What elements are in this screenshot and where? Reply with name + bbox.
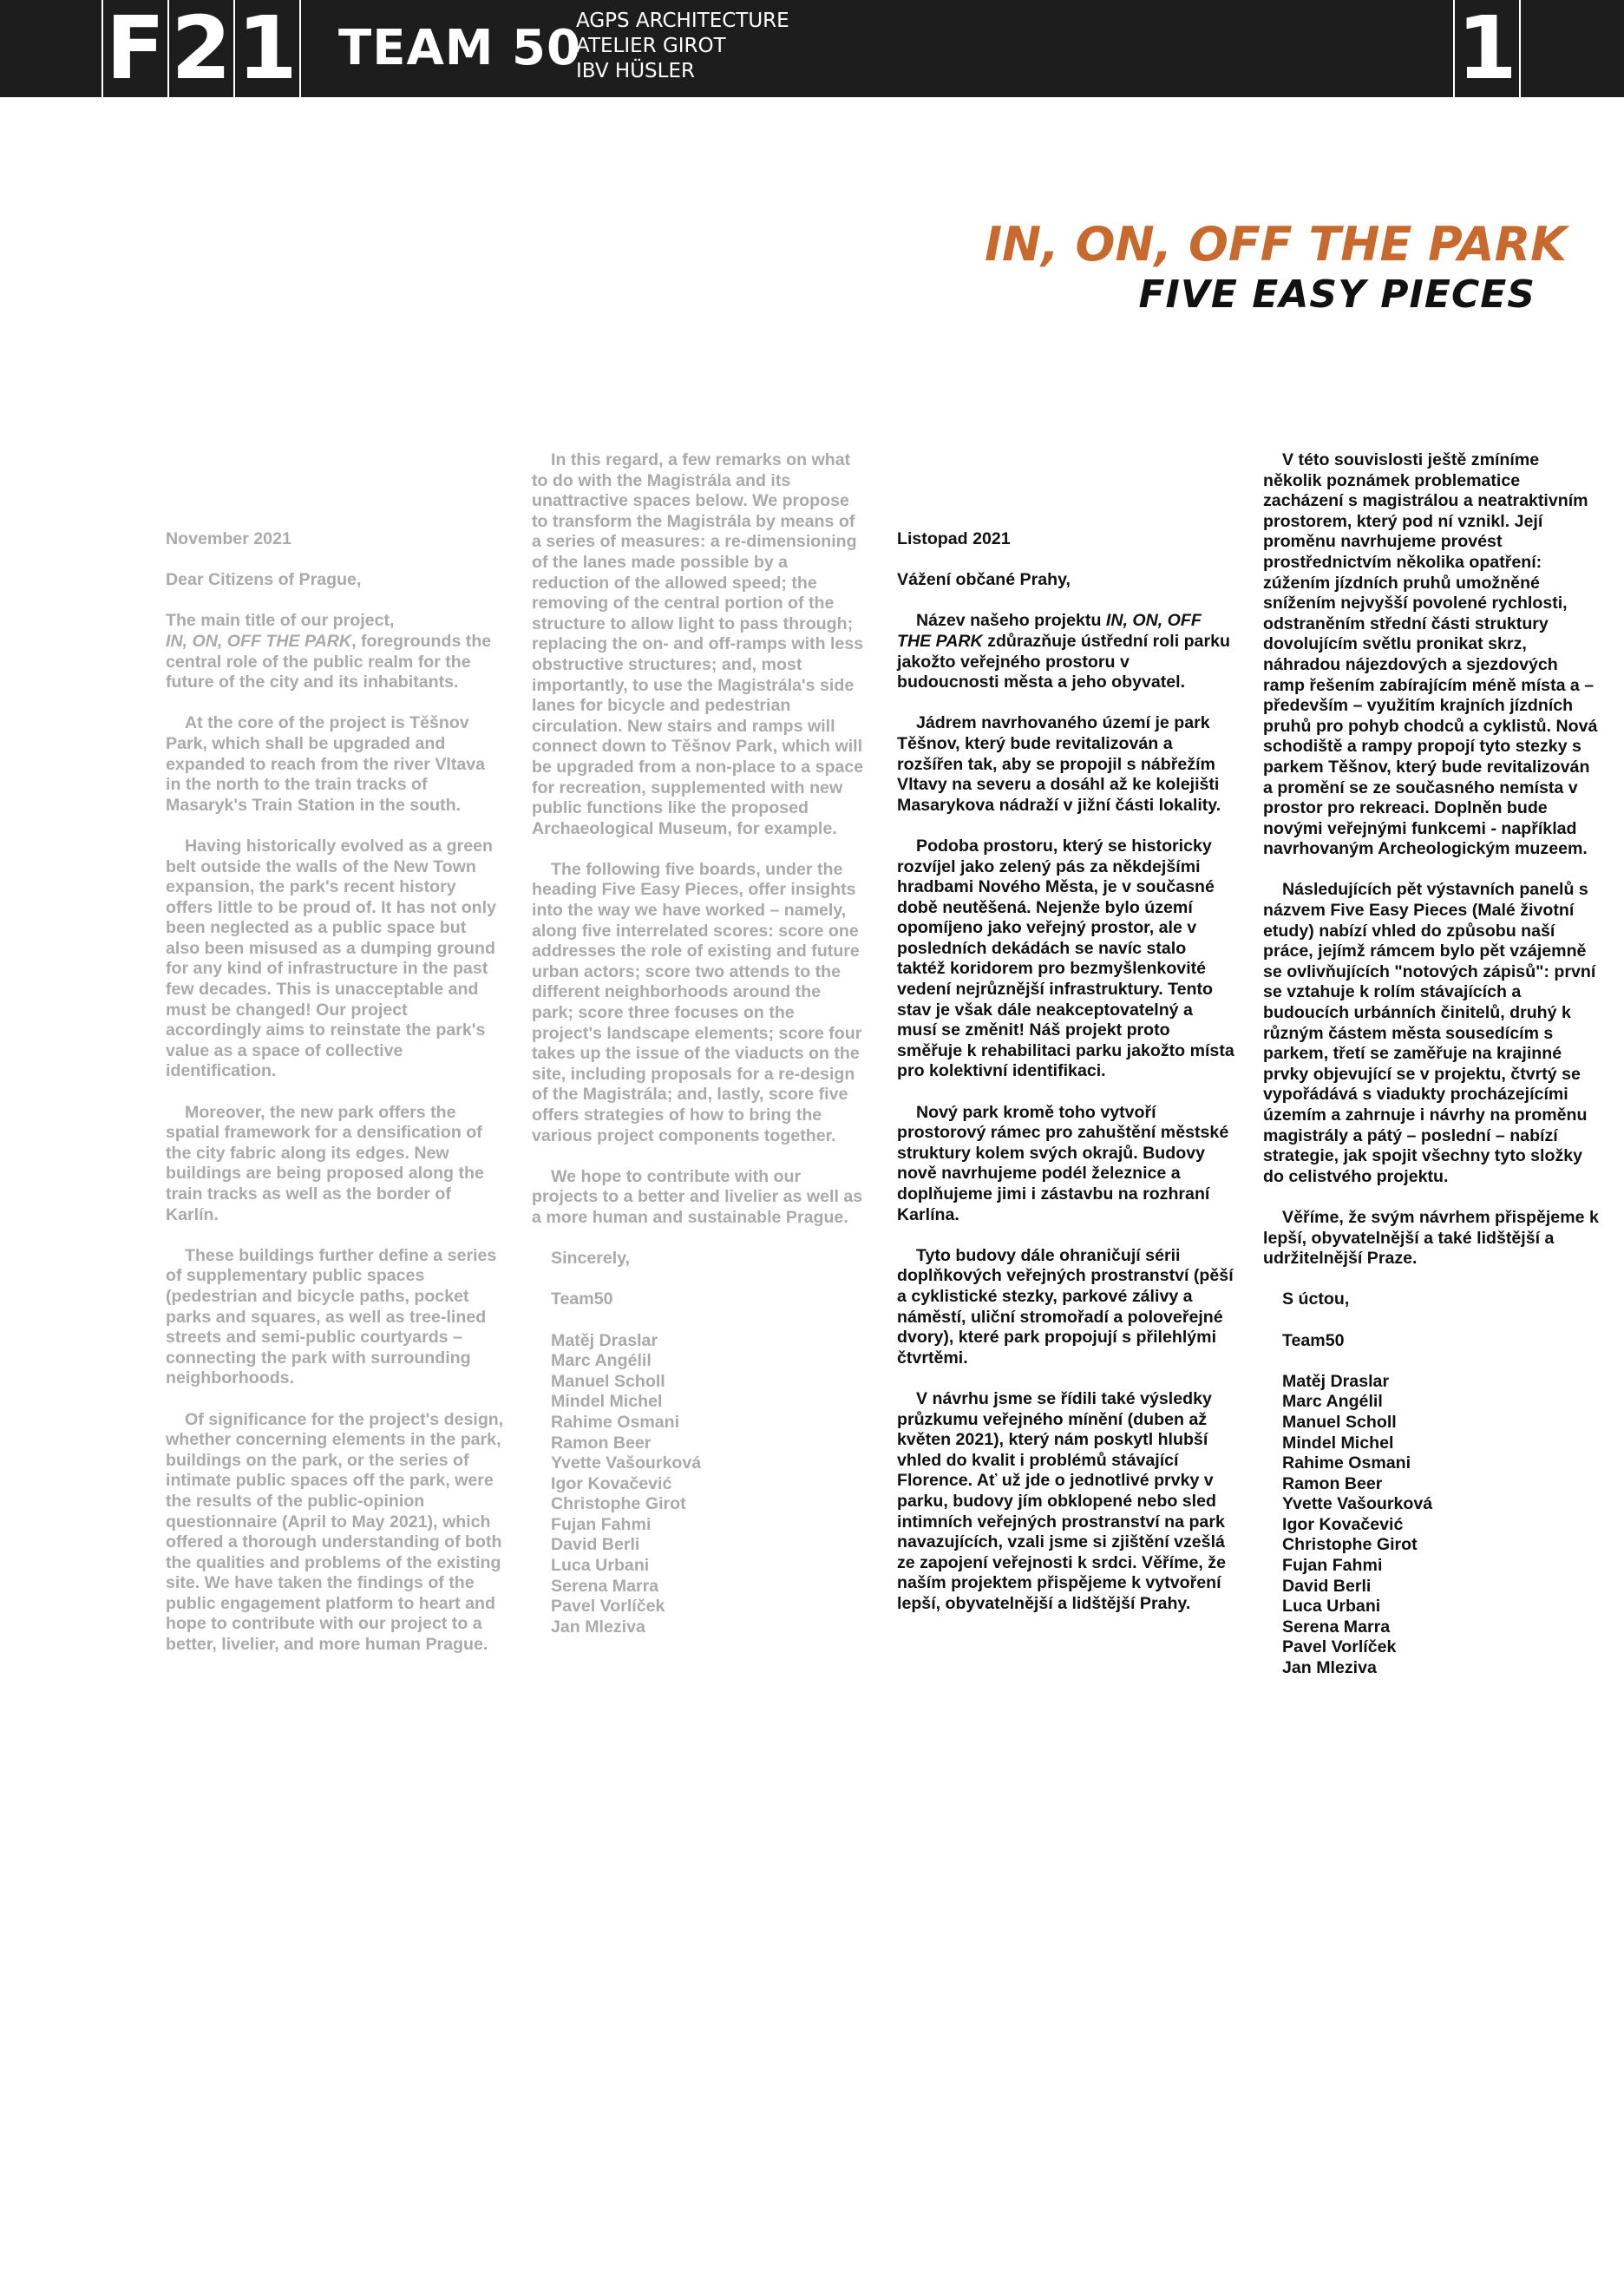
team-member: Luca Urbani: [551, 1556, 650, 1576]
project-name-emphasis: IN, ON, OFF THE PARK: [166, 631, 352, 651]
team-member: Rahime Osmani: [551, 1412, 680, 1432]
paragraph: Věříme, že svým návrhem přispějeme k lepší, obyvatelnější a také lidštější a udržitelnější Praze.: [1263, 1207, 1599, 1269]
board-code: [102, 0, 299, 97]
letter-signature: Team50: [551, 1289, 613, 1309]
team-member: Fujan Fahmi: [1282, 1556, 1383, 1576]
team-member: Marc Angélil: [551, 1351, 652, 1371]
paragraph: Následujících pět výstavních panelů s názvem Five Easy Pieces (Malé životní etudy) nabízí vhled do způsobu naší práce, jejímž rámcem bylo pět vzájemně se ovlivňujících "notových zápisů": první se vztahuje k rolím stávajících a budoucích urbánních činitelů, druhý k různým částem města sousedícím s parkem, třetí se zaměřuje na krajinné prvky objevující se v projektu, čtvrtý se vypořádává s viadukty procházejícími územím a zahrnuje i návrhy na proměnu magistrály a pátý – poslední – nabízí strategie, jak spojit všechny tyto složky do celistvého projektu.: [1263, 880, 1596, 1186]
team-member: Yvette Vašourková: [551, 1453, 702, 1473]
firm-name: IBV HÜSLER: [576, 60, 695, 82]
letter-date: November 2021: [166, 529, 291, 548]
team-member: Luca Urbani: [1282, 1597, 1381, 1617]
paragraph: Podoba prostoru, který se historicky rozvíjel jako zelený pás za někdejšími hradbami Nového Města, je v současné době neutěšená. Nejenže bylo území opomíjeno jako veřejný prostor, ale v posledních dekádách se navíc stalo taktéž koridorem pro bezmyšlenkovité vedení nejrůznější infrastruktury. Tento stav je však dále neakceptovatelný a musí se změnit! Náš projekt proto směřuje k rehabilitaci parku jakožto místa pro kolektivní identifikaci.: [897, 836, 1234, 1081]
team-member: Igor Kovačević: [551, 1473, 672, 1493]
paragraph-text: , foregrounds the central role of the public realm for the future of the city and its inhabitants.: [166, 631, 492, 692]
team-member: Yvette Vašourková: [1282, 1494, 1433, 1514]
czech-column-1: [897, 529, 1235, 1635]
paragraph: At the core of the project is Těšnov Park, which shall be upgraded and expanded to reach from the river Vltava in the north to the train tracks of Masaryk's Train Station in the south.: [166, 713, 486, 815]
team-member: Pavel Vorlíček: [551, 1597, 665, 1617]
team-member: Ramon Beer: [1282, 1473, 1383, 1493]
project-title: IN, ON, OFF THE PARK: [984, 217, 1567, 272]
team-member: Manuel Scholl: [1282, 1412, 1397, 1432]
letter-greeting: Vážení občané Prahy,: [897, 570, 1071, 590]
project-subtitle: FIVE EASY PIECES: [1138, 272, 1536, 317]
team-member-list: [1263, 1372, 1601, 1679]
team-member: David Berli: [1282, 1576, 1372, 1596]
header-bar: [0, 0, 1624, 97]
paragraph: Having historically evolved as a green belt outside the walls of the New Town expansion, the park's recent history offers little to be proud of. It has not only been neglected as a public space but also been misused as a dumping ground for any kind of infrastructure in the past few decades. This is unacceptable and must be changed! Our project accordingly aims to reinstate the park's value as a space of collective identification.: [166, 836, 496, 1081]
letter-date: Listopad 2021: [897, 529, 1011, 548]
paragraph: Tyto budovy dále ohraničují sérii doplňkových veřejných prostranství (pěší a cyklistické stezky, parkové zálivy a náměstí, uliční stromořadí a poloveřejné dvory), které park propojují s přilehlými čtvrtěmi.: [897, 1245, 1234, 1368]
team-member-list: [532, 1331, 866, 1638]
paragraph: Nový park kromě toho vytvoří prostorový rámec pro zahuštění městské struktury kolem svých okrajů. Budovy nově navrhujeme podél železnice a doplňujeme jimi i zástavbu na rozhraní Karlína.: [897, 1102, 1229, 1224]
team-member: Serena Marra: [1282, 1617, 1391, 1637]
paragraph: These buildings further define a series of supplementary public spaces (pedestrian and bicycle paths, pocket parks and squares, as well as tree-lined streets and semi-public courtyards – connecting the park with surrounding neighborhoods.: [166, 1245, 497, 1388]
team-member: Christophe Girot: [1282, 1535, 1418, 1555]
team-member: Matěj Draslar: [1282, 1371, 1390, 1391]
team-member: Jan Mleziva: [551, 1617, 645, 1637]
paragraph-text: Název našeho projektu: [916, 611, 1102, 631]
board-code-cell: 1: [233, 0, 301, 97]
team-member: Mindel Michel: [1282, 1433, 1394, 1453]
team-member: Jan Mleziva: [1282, 1658, 1377, 1678]
team-member: Mindel Michel: [551, 1392, 663, 1412]
paragraph: V této souvislosti ještě zmíníme několik poznámek problematice zacházení s magistrálou a neatraktivním prostorem, který pod ní vznikl. Její proměnu navrhujeme provést prostřednictvím několika opatření: zúžením jízdních pruhů umožněné snížením nejvyšší povolené rychlosti, odstraněním střední části struktury dovolujícím světlu pronikat skrz, náhradou nájezdových a sjezdových ramp řešením zabírajícím méně místa a – především – využitím krajních jízdních pruhů pro pohyb chodců a cyklistů. Nová schodiště a rampy propojí tyto stezky s parkem Těšnov, který bude revitalizován a promění se ze současného nemísta v prostor pro rekreaci. Doplněn bude novými veřejnými funkcemi - například navrhovaným Archeologickým muzeem.: [1263, 450, 1598, 859]
team-member: David Berli: [551, 1535, 640, 1555]
team-member: Manuel Scholl: [551, 1371, 665, 1391]
letter-closing: S úctou,: [1282, 1289, 1350, 1309]
paragraph-text: The main title of our project,: [166, 611, 395, 631]
letter-greeting: Dear Citizens of Prague,: [166, 570, 362, 590]
board-code-cell: 2: [167, 0, 235, 97]
paragraph: Jádrem navrhovaného území je park Těšnov, který bude revitalizován a rozšířen tak, aby se propojil s nábřežím Vltavy na severu a dosáhl až ke kolejišti Masarykova nádraží v jižní části lokality.: [897, 713, 1221, 815]
paragraph: The following five boards, under the heading Five Easy Pieces, offer insights into the way we have worked – namely, along five interrelated scores: score one addresses the role of existing and future urban actors; score two attends to the different neighborhoods around the park; score three focuses on the project's landscape elements; score four takes up the issue of the viaducts on the site, including proposals for a re-design of the Magistrála; and, lastly, score five offers strategies of how to bring the various project components together.: [532, 859, 862, 1145]
paragraph: Of significance for the project's design, whether concerning elements in the park, buildings on the park, or the series of intimate public spaces off the park, were the results of the public-opinion questionnaire (April to May 2021), which offered a thorough understanding of both the qualities and problems of the existing site. We have taken the findings of the public engagement platform to heart and hope to contribute with our project to a better, livelier, and more human Prague.: [166, 1409, 504, 1655]
team-member: Serena Marra: [551, 1576, 659, 1596]
team-member: Pavel Vorlíček: [1282, 1637, 1397, 1657]
firm-list: [576, 9, 789, 84]
paragraph-text: zdůrazňuje ústřední roli parku jakožto veřejného prostoru v budoucnosti města a jeho obyvatel.: [897, 631, 1230, 692]
board-code-cell: F: [102, 0, 169, 97]
team-member: Ramon Beer: [551, 1433, 652, 1453]
letter-closing: Sincerely,: [551, 1249, 631, 1269]
team-member: Marc Angélil: [1282, 1392, 1383, 1412]
english-column-1: [166, 529, 504, 1676]
team-name: TEAM 50: [338, 20, 581, 76]
paragraph: [897, 611, 1235, 692]
paragraph: In this regard, a few remarks on what to do with the Magistrála and its unattractive spaces below. We propose to transform the Magistrála by means of a series of measures: a re-dimensioning of the lanes made possible by a reduction of the allowed speed; the removing of the central portion of the structure to allow light to pass through; replacing the on- and off-ramps with less obstructive structures; and, most importantly, to use the Magistrála's side lanes for bicycle and pedestrian circulation. New stairs and ramps will connect down to Těšnov Park, which will be upgraded from a non-place to a space for recreation, supplemented with new public functions like the proposed Archaeological Museum, for example.: [532, 450, 864, 838]
team-member: Igor Kovačević: [1282, 1514, 1404, 1534]
team-member: Fujan Fahmi: [551, 1514, 652, 1534]
team-member: Christophe Girot: [551, 1494, 686, 1514]
firm-name: AGPS ARCHITECTURE: [576, 10, 789, 32]
team-member: Rahime Osmani: [1282, 1453, 1411, 1473]
paragraph: V návrhu jsme se řídili také výsledky průzkumu veřejného mínění (duben až květen 2021), který nám poskytl hlubší vhled do kvalit i problémů stávající Florence. Ať už jde o jednotlivé prvky v parku, budovy jím obklopené nebo sled intimních veřejných prostranství na park navazujících, vzali jsme si zjištění vzešlá ze zapojení veřejnosti k srdci. Věříme, že naším projektem přispějeme k vytvoření lepší, obyvatelnější a lidštější Prahy.: [897, 1388, 1226, 1613]
paragraph: Moreover, the new park offers the spatial framework for a densification of the city fabric along its edges. New buildings are being proposed along the train tracks as well as the border of Karlín.: [166, 1102, 484, 1224]
english-column-2: [532, 450, 866, 1637]
letter-signature: Team50: [1282, 1330, 1345, 1350]
page-number: 1: [1453, 0, 1521, 97]
czech-column-2: [1263, 450, 1601, 1679]
project-name-emphasis: IN, ON, OFF THE PARK: [897, 611, 1202, 651]
team-member: Matěj Draslar: [551, 1330, 658, 1350]
firm-name: ATELIER GIROT: [576, 35, 726, 57]
paragraph: [166, 611, 504, 692]
paragraph: We hope to contribute with our projects to a better and livelier as well as a more human and sustainable Prague.: [532, 1166, 863, 1227]
